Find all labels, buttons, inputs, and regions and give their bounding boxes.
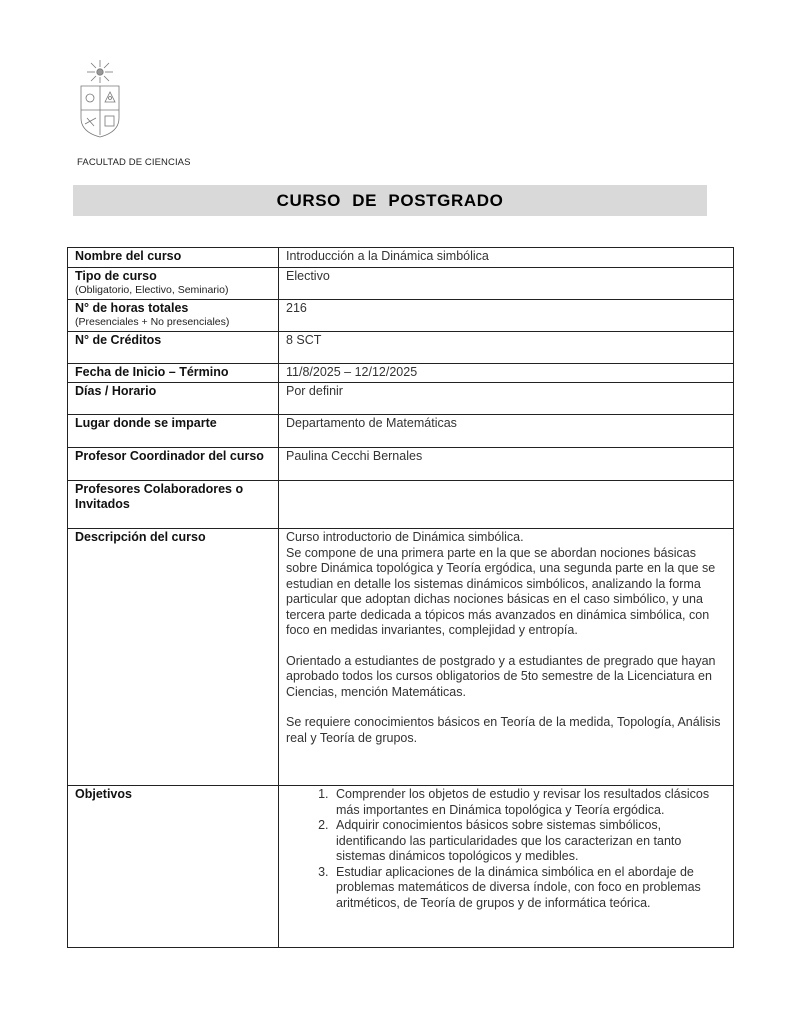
row-collaborators bbox=[68, 481, 734, 529]
value-credits: 8 SCT bbox=[279, 331, 734, 363]
objective-item: 1. Comprender los objetos de estudio y revisar los resultados clásicos más importantes en Dinámica topológica y Teoría ergódica. bbox=[332, 787, 726, 818]
label-schedule: Días / Horario bbox=[68, 383, 279, 415]
value-collaborators bbox=[279, 481, 734, 529]
row-credits bbox=[68, 331, 734, 363]
objective-item: 3. Estudiar aplicaciones de la dinámica simbólica en el abordaje de problemas matemáticos de diversa índole, con foco en problemas aritméticos, de Teoría de grupos y de informática teórica. bbox=[332, 865, 726, 912]
value-dates: 11/8/2025 – 12/12/2025 bbox=[279, 363, 734, 383]
label-place: Lugar donde se imparte bbox=[68, 415, 279, 448]
objectives-list bbox=[286, 787, 726, 911]
row-objectives bbox=[68, 786, 734, 948]
description-paragraph: Orientado a estudiantes de postgrado y a estudiantes de pregrado que hayan aprobado todos los cursos obligatorios de 5to semestre de la Licenciatura en Ciencias, mención Matemáticas. bbox=[286, 653, 716, 699]
value-course-name: Introducción a la Dinámica simbólica bbox=[279, 248, 734, 268]
label-total-hours: N° de horas totales (Presenciales + No presenciales) bbox=[68, 299, 279, 331]
university-seal-logo bbox=[72, 58, 128, 140]
title-banner bbox=[73, 185, 707, 216]
value-objectives bbox=[279, 786, 734, 948]
label-description: Descripción del curso bbox=[68, 529, 279, 786]
row-dates bbox=[68, 363, 734, 383]
faculty-name: FACULTAD DE CIENCIAS bbox=[77, 157, 191, 168]
type-note: (Obligatorio, Electivo, Seminario) bbox=[75, 283, 229, 296]
row-description bbox=[68, 529, 734, 786]
description-paragraph: Curso introductorio de Dinámica simbólica. Se compone de una primera parte en la que se abordan nociones básicas sobre Dinámica topológica y Teoría ergódica, una segunda parte en la que se estudian en detalle los sistemas dinámicos simbólicos, analizando la forma particular que adoptan dichas nociones básicas en el caso simbólico, y una tercera parte dedicada a tópicos más avanzados en dinámica simbólica, con foco en medidas invariantes, complejidad y entropía. bbox=[286, 530, 716, 637]
value-total-hours: 216 bbox=[279, 299, 734, 331]
label-credits: N° de Créditos bbox=[68, 331, 279, 363]
description-paragraph: Se requiere conocimientos básicos en Teoría de la medida, Topología, Análisis real y Teoría de grupos. bbox=[286, 715, 721, 745]
row-total-hours bbox=[68, 299, 734, 331]
label-coordinator: Profesor Coordinador del curso bbox=[68, 448, 279, 481]
label-dates: Fecha de Inicio – Término bbox=[68, 363, 279, 383]
hours-note: (Presenciales + No presenciales) bbox=[75, 315, 230, 328]
value-schedule: Por definir bbox=[279, 383, 734, 415]
row-course-type bbox=[68, 267, 734, 299]
value-course-type: Electivo bbox=[279, 267, 734, 299]
label-course-type: Tipo de curso (Obligatorio, Electivo, Seminario) bbox=[68, 267, 279, 299]
course-info-table bbox=[67, 247, 734, 948]
value-place: Departamento de Matemáticas bbox=[279, 415, 734, 448]
page-title: CURSO DE POSTGRADO bbox=[276, 190, 504, 210]
label-course-name: Nombre del curso bbox=[68, 248, 279, 268]
value-description bbox=[279, 529, 734, 786]
row-coordinator bbox=[68, 448, 734, 481]
row-place bbox=[68, 415, 734, 448]
value-coordinator: Paulina Cecchi Bernales bbox=[279, 448, 734, 481]
row-course-name bbox=[68, 248, 734, 268]
label-collaborators: Profesores Colaboradores o Invitados bbox=[68, 481, 279, 529]
label-objectives: Objetivos bbox=[68, 786, 279, 948]
objective-item: 2. Adquirir conocimientos básicos sobre sistemas simbólicos, identificando las particularidades que los caracterizan en tanto sistemas dinámicos topológicos y medibles. bbox=[332, 818, 726, 865]
row-schedule bbox=[68, 383, 734, 415]
